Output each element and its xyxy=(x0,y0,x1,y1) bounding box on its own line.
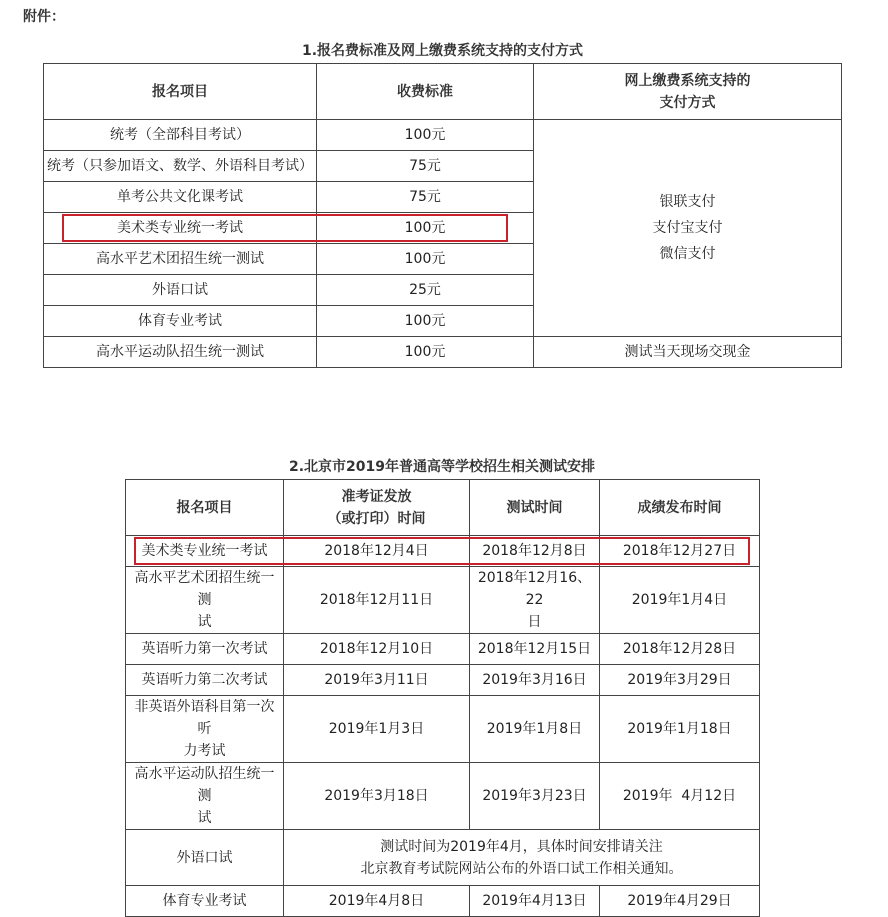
table-cell-item xyxy=(126,763,284,830)
table-cell-fee: 75元 xyxy=(317,151,534,182)
header-ticket-line1: 准考证发放 xyxy=(341,488,412,505)
table-cell-item: 外语口试 xyxy=(126,830,284,886)
header-test-time: 测试时间 xyxy=(470,480,600,536)
table-cell-fee: 100元 xyxy=(317,120,534,151)
header-payment xyxy=(534,64,842,120)
table-cell-item: 体育专业考试 xyxy=(126,886,284,917)
header-ticket-time xyxy=(284,480,470,536)
table-cell-test: 2019年3月23日 xyxy=(470,763,600,830)
table-cell-fee: 100元 xyxy=(317,306,534,337)
table-cell-item: 美术类专业统一考试 xyxy=(126,536,284,567)
table-cell-ticket: 2018年12月10日 xyxy=(284,634,470,665)
payment-method-alipay: 支付宝支付 xyxy=(652,220,723,236)
oral-exam-note-line1: 测试时间为2019年4月，具体时间安排请关注 xyxy=(380,838,663,855)
item-line1: 非英语外语科目第一次听 xyxy=(134,699,275,737)
header-payment-line1: 网上缴费系统支持的 xyxy=(624,72,751,89)
table-cell-ticket: 2019年1月3日 xyxy=(284,696,470,763)
table-cell-result: 2018年12月27日 xyxy=(600,536,760,567)
test-line1: 2018年12月16、22 xyxy=(477,570,592,608)
schedule-table xyxy=(125,479,760,917)
table-cell-ticket: 2018年12月4日 xyxy=(284,536,470,567)
payment-method-unionpay: 银联支付 xyxy=(659,194,716,210)
table-cell-item: 高水平艺术团招生统一测试 xyxy=(44,244,317,275)
table-cell-ticket: 2019年3月11日 xyxy=(284,665,470,696)
table2-caption: 2.北京市2019年普通高等学校招生相关测试安排 xyxy=(288,459,596,475)
header-item: 报名项目 xyxy=(44,64,317,120)
table-cell-ticket: 2019年4月8日 xyxy=(284,886,470,917)
item-line2: 试 xyxy=(197,810,212,826)
header-payment-line2: 支付方式 xyxy=(659,94,716,111)
oral-exam-note-line2: 北京教育考试院网站公布的外语口试工作相关通知。 xyxy=(360,860,683,877)
table-cell-fee: 100元 xyxy=(317,337,534,368)
payment-method-wechat: 微信支付 xyxy=(659,246,716,262)
item-line2: 试 xyxy=(197,614,212,630)
table-cell-result: 2019年1月18日 xyxy=(600,696,760,763)
table-cell-item: 美术类专业统一考试 xyxy=(44,213,317,244)
header-item: 报名项目 xyxy=(126,480,284,536)
item-line1: 高水平运动队招生统一测 xyxy=(134,766,275,804)
item-line2: 力考试 xyxy=(183,743,226,759)
table-cell-ticket: 2018年12月11日 xyxy=(284,567,470,634)
test-line2: 日 xyxy=(527,614,542,630)
onsite-payment-cell: 测试当天现场交现金 xyxy=(534,337,842,368)
table-cell-fee: 75元 xyxy=(317,182,534,213)
table-cell-item: 外语口试 xyxy=(44,275,317,306)
header-result-time: 成绩发布时间 xyxy=(600,480,760,536)
table-cell-ticket: 2019年3月18日 xyxy=(284,763,470,830)
table-cell-item: 单考公共文化课考试 xyxy=(44,182,317,213)
table-cell-result: 2019年1月4日 xyxy=(600,567,760,634)
item-line1: 高水平艺术团招生统一测 xyxy=(134,570,275,608)
table-cell-result: 2019年3月29日 xyxy=(600,665,760,696)
table-cell-item xyxy=(126,696,284,763)
table-cell-test: 2018年12月8日 xyxy=(470,536,600,567)
table-cell-item: 统考（全部科目考试） xyxy=(44,120,317,151)
table-cell-test: 2019年1月8日 xyxy=(470,696,600,763)
payment-methods-cell xyxy=(534,120,842,337)
table-cell-test: 2019年4月13日 xyxy=(470,886,600,917)
oral-exam-note-cell xyxy=(284,830,760,886)
table-cell-test: 2019年3月16日 xyxy=(470,665,600,696)
table-cell-item: 英语听力第一次考试 xyxy=(126,634,284,665)
header-fee: 收费标准 xyxy=(317,64,534,120)
table-cell-result: 2019年4月29日 xyxy=(600,886,760,917)
table-cell-fee: 25元 xyxy=(317,275,534,306)
table-cell-test: 2018年12月15日 xyxy=(470,634,600,665)
table-cell-item xyxy=(126,567,284,634)
table-cell-test xyxy=(470,567,600,634)
table-cell-fee: 100元 xyxy=(317,213,534,244)
table-cell-item: 体育专业考试 xyxy=(44,306,317,337)
fee-table xyxy=(43,63,842,368)
table1-caption: 1.报名费标准及网上缴费系统支持的支付方式 xyxy=(301,43,584,59)
table-cell-result: 2019年 4月12日 xyxy=(600,763,760,830)
table-cell-item: 统考（只参加语文、数学、外语科目考试） xyxy=(44,151,317,182)
table-cell-item: 高水平运动队招生统一测试 xyxy=(44,337,317,368)
table-cell-fee: 100元 xyxy=(317,244,534,275)
attachment-label: 附件： xyxy=(23,9,65,25)
header-ticket-line2: （或打印）时间 xyxy=(327,510,426,527)
table-cell-result: 2018年12月28日 xyxy=(600,634,760,665)
table-cell-item: 英语听力第二次考试 xyxy=(126,665,284,696)
